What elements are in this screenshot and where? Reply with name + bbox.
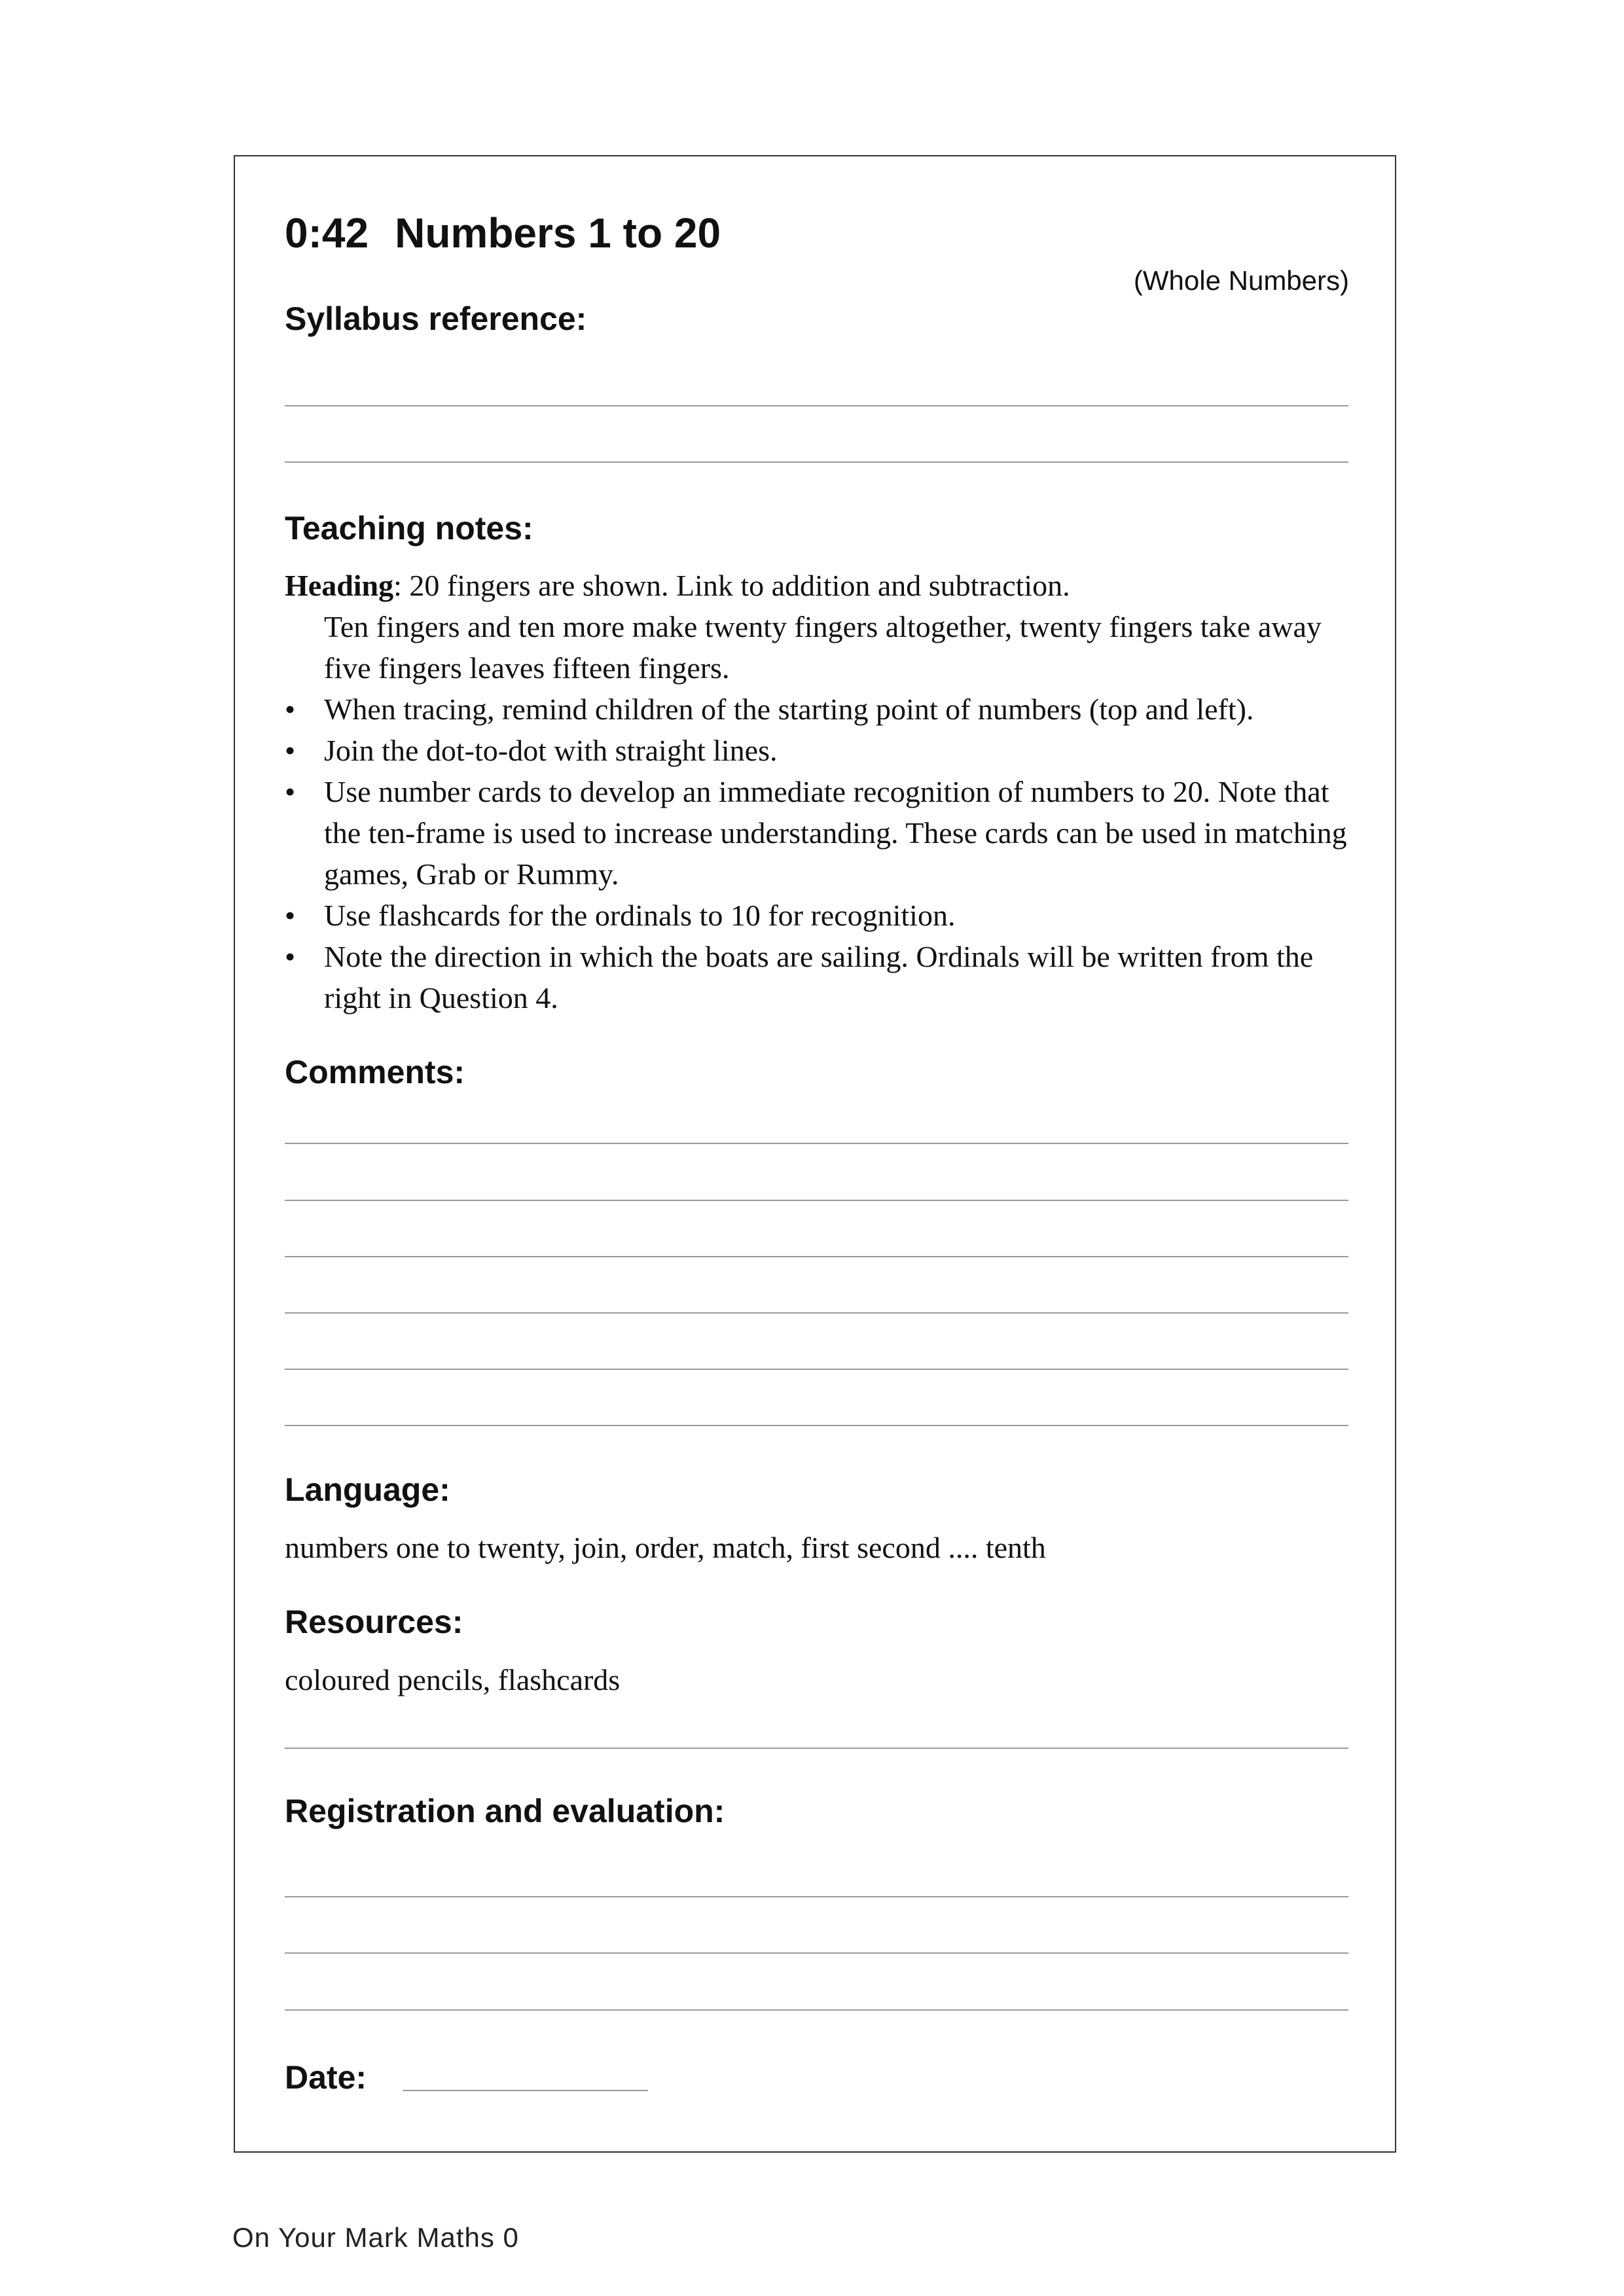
comments-line-5 [285, 1369, 1348, 1370]
list-item [285, 730, 1358, 771]
syllabus-line-1 [285, 405, 1348, 406]
language-heading: Language: [285, 1471, 450, 1508]
bullet-icon: • [285, 940, 296, 973]
registration-line-3 [285, 2009, 1348, 2011]
comments-line-4 [285, 1312, 1348, 1314]
list-item [285, 936, 1358, 1018]
comments-line-1 [285, 1143, 1348, 1144]
heading-note-continuation: Ten fingers and ten more make twenty fingers altogether, twenty fingers take away five fingers leaves fifteen fingers. [324, 610, 1322, 685]
heading-note-text: : 20 fingers are shown. Link to addition and subtraction. [393, 569, 1070, 602]
comments-heading: Comments: [285, 1054, 465, 1090]
list-item-text: Use flashcards for the ordinals to 10 for recognition. [324, 899, 956, 932]
date-input-line [403, 2090, 648, 2091]
list-item [285, 771, 1358, 895]
bullet-icon: • [285, 899, 296, 932]
date-label: Date: [285, 2059, 367, 2096]
bullet-icon: • [285, 692, 296, 726]
list-item-text: Use number cards to develop an immediate recognition of numbers to 20. Note that the ten-frame is used to increase understanding. These cards can be used in matching games, Grab or Rummy. [324, 775, 1347, 891]
resources-heading: Resources: [285, 1604, 463, 1640]
registration-line-1 [285, 1896, 1348, 1897]
page-footer: On Your Mark Maths 0 [232, 2222, 519, 2253]
lesson-category: (Whole Numbers) [1133, 265, 1349, 296]
comments-line-3 [285, 1256, 1348, 1257]
list-item [285, 895, 1358, 936]
list-item-text: When tracing, remind children of the starting point of numbers (top and left). [324, 692, 1254, 726]
lesson-title-text: Numbers 1 to 20 [395, 209, 721, 257]
syllabus-line-2 [285, 461, 1348, 463]
syllabus-heading: Syllabus reference: [285, 300, 587, 337]
heading-note-label: Heading [285, 569, 394, 602]
lesson-card-frame [234, 155, 1396, 2153]
resources-text: coloured pencils, flashcards [285, 1663, 621, 1696]
heading-note [285, 565, 1358, 606]
teaching-notes-list [285, 689, 1358, 1018]
teaching-notes-body [285, 565, 1358, 1018]
list-item-text: Note the direction in which the boats are sailing. Ordinals will be written from the right in Question 4. [324, 940, 1314, 1014]
list-item-text: Join the dot-to-dot with straight lines. [324, 734, 778, 767]
lesson-number: 0:42 [285, 209, 369, 257]
comments-line-6 [285, 1425, 1348, 1426]
language-text: numbers one to twenty, join, order, match, first second .... tenth [285, 1531, 1046, 1564]
bullet-icon: • [285, 734, 296, 767]
registration-heading: Registration and evaluation: [285, 1793, 725, 1829]
list-item [285, 689, 1358, 730]
bullet-icon: • [285, 775, 296, 808]
comments-line-2 [285, 1200, 1348, 1201]
resources-line [285, 1748, 1348, 1749]
lesson-title [285, 208, 721, 259]
teaching-notes-heading: Teaching notes: [285, 510, 533, 547]
registration-line-2 [285, 1952, 1348, 1954]
